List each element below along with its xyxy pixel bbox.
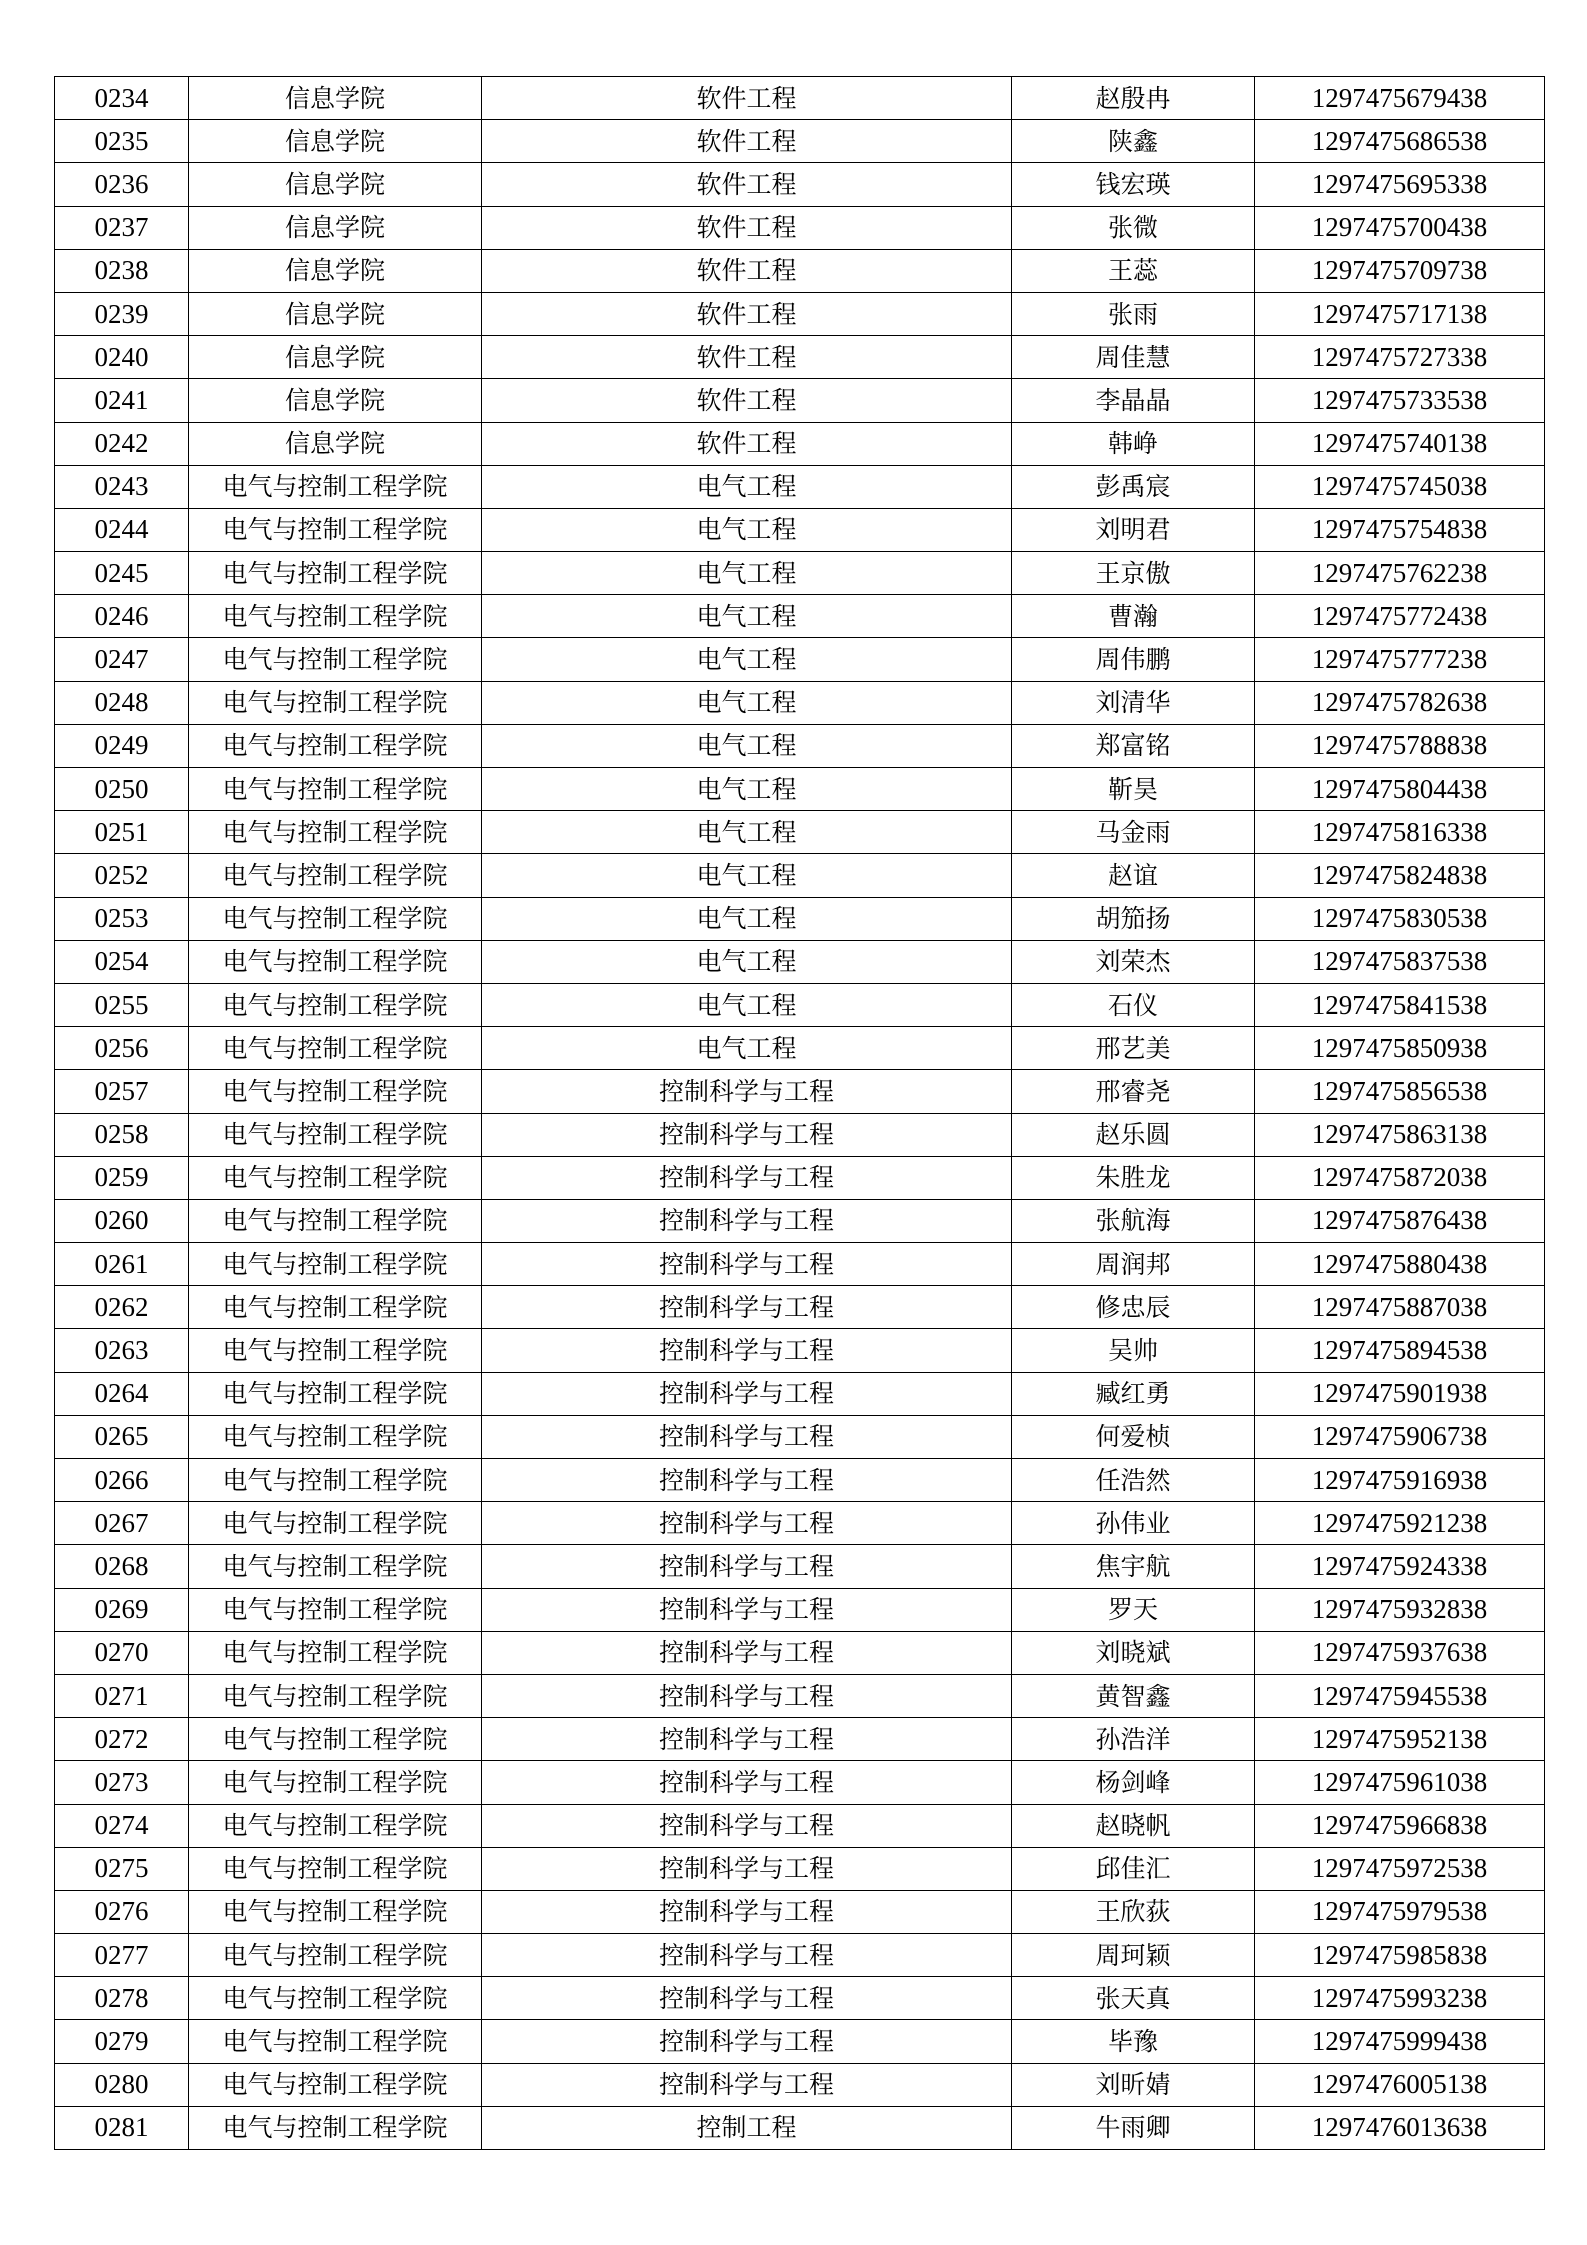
serial-number-cell: 0270 <box>55 1631 189 1674</box>
student-name-cell: 朱胜龙 <box>1012 1156 1255 1199</box>
serial-number-cell: 0275 <box>55 1847 189 1890</box>
student-name-cell: 罗天 <box>1012 1588 1255 1631</box>
table-row <box>55 508 1545 551</box>
major-cell: 控制科学与工程 <box>482 1415 1012 1458</box>
student-name-cell: 邱佳汇 <box>1012 1847 1255 1890</box>
student-name-cell: 吴帅 <box>1012 1329 1255 1372</box>
table-body <box>55 77 1545 2150</box>
college-cell: 电气与控制工程学院 <box>189 1415 482 1458</box>
college-cell: 电气与控制工程学院 <box>189 2063 482 2106</box>
college-cell: 电气与控制工程学院 <box>189 897 482 940</box>
college-cell: 电气与控制工程学院 <box>189 1113 482 1156</box>
student-name-cell: 赵晓帆 <box>1012 1804 1255 1847</box>
candidate-number-cell: 1297475985838 <box>1255 1934 1545 1977</box>
major-cell: 电气工程 <box>482 1027 1012 1070</box>
student-name-cell: 周珂颖 <box>1012 1934 1255 1977</box>
serial-number-cell: 0250 <box>55 768 189 811</box>
student-name-cell: 刘明君 <box>1012 508 1255 551</box>
major-cell: 软件工程 <box>482 77 1012 120</box>
major-cell: 电气工程 <box>482 811 1012 854</box>
serial-number-cell: 0261 <box>55 1243 189 1286</box>
candidate-number-cell: 1297475937638 <box>1255 1631 1545 1674</box>
college-cell: 电气与控制工程学院 <box>189 1674 482 1717</box>
table-row <box>55 1286 1545 1329</box>
candidate-number-cell: 1297475999438 <box>1255 2020 1545 2063</box>
candidate-number-cell: 1297475972538 <box>1255 1847 1545 1890</box>
college-cell: 电气与控制工程学院 <box>189 1329 482 1372</box>
serial-number-cell: 0276 <box>55 1890 189 1933</box>
major-cell: 控制科学与工程 <box>482 1070 1012 1113</box>
serial-number-cell: 0256 <box>55 1027 189 1070</box>
student-name-cell: 陕鑫 <box>1012 120 1255 163</box>
serial-number-cell: 0234 <box>55 77 189 120</box>
major-cell: 控制科学与工程 <box>482 1459 1012 1502</box>
college-cell: 电气与控制工程学院 <box>189 1156 482 1199</box>
major-cell: 软件工程 <box>482 163 1012 206</box>
serial-number-cell: 0240 <box>55 336 189 379</box>
candidate-number-cell: 1297475863138 <box>1255 1113 1545 1156</box>
major-cell: 电气工程 <box>482 681 1012 724</box>
serial-number-cell: 0262 <box>55 1286 189 1329</box>
major-cell: 电气工程 <box>482 724 1012 767</box>
major-cell: 控制科学与工程 <box>482 1286 1012 1329</box>
major-cell: 控制科学与工程 <box>482 1977 1012 2020</box>
serial-number-cell: 0254 <box>55 940 189 983</box>
candidate-number-cell: 1297475966838 <box>1255 1804 1545 1847</box>
candidate-number-cell: 1297475841538 <box>1255 983 1545 1026</box>
college-cell: 电气与控制工程学院 <box>189 854 482 897</box>
serial-number-cell: 0277 <box>55 1934 189 1977</box>
major-cell: 软件工程 <box>482 206 1012 249</box>
table-row <box>55 77 1545 120</box>
college-cell: 信息学院 <box>189 120 482 163</box>
candidate-number-cell: 1297475837538 <box>1255 940 1545 983</box>
table-row <box>55 1761 1545 1804</box>
serial-number-cell: 0242 <box>55 422 189 465</box>
major-cell: 电气工程 <box>482 552 1012 595</box>
college-cell: 电气与控制工程学院 <box>189 1070 482 1113</box>
table-row <box>55 465 1545 508</box>
candidate-number-cell: 1297475804438 <box>1255 768 1545 811</box>
table-row <box>55 2020 1545 2063</box>
candidate-number-cell: 1297475856538 <box>1255 1070 1545 1113</box>
candidate-number-cell: 1297475679438 <box>1255 77 1545 120</box>
table-row <box>55 120 1545 163</box>
serial-number-cell: 0265 <box>55 1415 189 1458</box>
student-name-cell: 郑富铭 <box>1012 724 1255 767</box>
serial-number-cell: 0268 <box>55 1545 189 1588</box>
serial-number-cell: 0246 <box>55 595 189 638</box>
student-name-cell: 石仪 <box>1012 983 1255 1026</box>
serial-number-cell: 0267 <box>55 1502 189 1545</box>
candidate-number-cell: 1297475906738 <box>1255 1415 1545 1458</box>
major-cell: 控制科学与工程 <box>482 1674 1012 1717</box>
candidate-number-cell: 1297475695338 <box>1255 163 1545 206</box>
major-cell: 控制科学与工程 <box>482 1890 1012 1933</box>
college-cell: 电气与控制工程学院 <box>189 1286 482 1329</box>
college-cell: 电气与控制工程学院 <box>189 1243 482 1286</box>
college-cell: 电气与控制工程学院 <box>189 2106 482 2149</box>
serial-number-cell: 0264 <box>55 1372 189 1415</box>
student-name-cell: 张微 <box>1012 206 1255 249</box>
student-name-cell: 赵乐圆 <box>1012 1113 1255 1156</box>
serial-number-cell: 0251 <box>55 811 189 854</box>
student-name-cell: 周润邦 <box>1012 1243 1255 1286</box>
college-cell: 信息学院 <box>189 77 482 120</box>
student-name-cell: 焦宇航 <box>1012 1545 1255 1588</box>
candidate-number-cell: 1297475901938 <box>1255 1372 1545 1415</box>
table-row <box>55 2106 1545 2149</box>
major-cell: 软件工程 <box>482 292 1012 335</box>
serial-number-cell: 0239 <box>55 292 189 335</box>
table-row <box>55 1329 1545 1372</box>
major-cell: 控制科学与工程 <box>482 1847 1012 1890</box>
table-row <box>55 249 1545 292</box>
table-row <box>55 1027 1545 1070</box>
student-name-cell: 彭禹宸 <box>1012 465 1255 508</box>
college-cell: 电气与控制工程学院 <box>189 1977 482 2020</box>
major-cell: 控制科学与工程 <box>482 1588 1012 1631</box>
college-cell: 电气与控制工程学院 <box>189 724 482 767</box>
serial-number-cell: 0260 <box>55 1199 189 1242</box>
major-cell: 电气工程 <box>482 854 1012 897</box>
candidate-number-cell: 1297475887038 <box>1255 1286 1545 1329</box>
serial-number-cell: 0245 <box>55 552 189 595</box>
candidate-number-cell: 1297475850938 <box>1255 1027 1545 1070</box>
table-row <box>55 1890 1545 1933</box>
student-name-cell: 孙浩洋 <box>1012 1718 1255 1761</box>
table-row <box>55 595 1545 638</box>
serial-number-cell: 0241 <box>55 379 189 422</box>
table-row <box>55 1415 1545 1458</box>
serial-number-cell: 0244 <box>55 508 189 551</box>
major-cell: 软件工程 <box>482 379 1012 422</box>
serial-number-cell: 0272 <box>55 1718 189 1761</box>
college-cell: 电气与控制工程学院 <box>189 1459 482 1502</box>
serial-number-cell: 0236 <box>55 163 189 206</box>
candidate-number-cell: 1297475727338 <box>1255 336 1545 379</box>
major-cell: 控制科学与工程 <box>482 1545 1012 1588</box>
serial-number-cell: 0249 <box>55 724 189 767</box>
candidate-number-cell: 1297475932838 <box>1255 1588 1545 1631</box>
table-row <box>55 1070 1545 1113</box>
candidate-number-cell: 1297475961038 <box>1255 1761 1545 1804</box>
table-row <box>55 1199 1545 1242</box>
college-cell: 电气与控制工程学院 <box>189 1761 482 1804</box>
student-name-cell: 张天真 <box>1012 1977 1255 2020</box>
college-cell: 电气与控制工程学院 <box>189 1631 482 1674</box>
table-row <box>55 336 1545 379</box>
major-cell: 软件工程 <box>482 120 1012 163</box>
table-row <box>55 206 1545 249</box>
major-cell: 控制科学与工程 <box>482 1718 1012 1761</box>
major-cell: 控制科学与工程 <box>482 1243 1012 1286</box>
table-row <box>55 1674 1545 1717</box>
college-cell: 电气与控制工程学院 <box>189 1588 482 1631</box>
candidate-number-cell: 1297475777238 <box>1255 638 1545 681</box>
college-cell: 信息学院 <box>189 249 482 292</box>
college-cell: 信息学院 <box>189 379 482 422</box>
major-cell: 控制科学与工程 <box>482 1631 1012 1674</box>
table-row <box>55 681 1545 724</box>
major-cell: 软件工程 <box>482 422 1012 465</box>
table-row <box>55 1804 1545 1847</box>
student-name-cell: 黄智鑫 <box>1012 1674 1255 1717</box>
candidate-number-cell: 1297475709738 <box>1255 249 1545 292</box>
candidate-number-cell: 1297475876438 <box>1255 1199 1545 1242</box>
major-cell: 软件工程 <box>482 249 1012 292</box>
student-name-cell: 张雨 <box>1012 292 1255 335</box>
college-cell: 电气与控制工程学院 <box>189 552 482 595</box>
candidate-number-cell: 1297475921238 <box>1255 1502 1545 1545</box>
college-cell: 电气与控制工程学院 <box>189 983 482 1026</box>
candidate-number-cell: 1297475816338 <box>1255 811 1545 854</box>
table-row <box>55 983 1545 1026</box>
student-name-cell: 马金雨 <box>1012 811 1255 854</box>
serial-number-cell: 0281 <box>55 2106 189 2149</box>
candidate-number-cell: 1297475916938 <box>1255 1459 1545 1502</box>
college-cell: 电气与控制工程学院 <box>189 1804 482 1847</box>
candidate-number-cell: 1297475924338 <box>1255 1545 1545 1588</box>
student-name-cell: 修忠辰 <box>1012 1286 1255 1329</box>
serial-number-cell: 0274 <box>55 1804 189 1847</box>
table-row <box>55 1545 1545 1588</box>
major-cell: 控制科学与工程 <box>482 1934 1012 1977</box>
table-row <box>55 854 1545 897</box>
table-row <box>55 1588 1545 1631</box>
college-cell: 电气与控制工程学院 <box>189 681 482 724</box>
college-cell: 电气与控制工程学院 <box>189 638 482 681</box>
major-cell: 控制科学与工程 <box>482 1329 1012 1372</box>
college-cell: 信息学院 <box>189 206 482 249</box>
candidate-number-cell: 1297475952138 <box>1255 1718 1545 1761</box>
college-cell: 电气与控制工程学院 <box>189 2020 482 2063</box>
serial-number-cell: 0269 <box>55 1588 189 1631</box>
student-name-cell: 张航海 <box>1012 1199 1255 1242</box>
major-cell: 电气工程 <box>482 638 1012 681</box>
candidate-number-cell: 1297475717138 <box>1255 292 1545 335</box>
college-cell: 电气与控制工程学院 <box>189 1890 482 1933</box>
table-row <box>55 1718 1545 1761</box>
student-name-cell: 任浩然 <box>1012 1459 1255 1502</box>
candidate-number-cell: 1297475772438 <box>1255 595 1545 638</box>
student-name-cell: 孙伟业 <box>1012 1502 1255 1545</box>
serial-number-cell: 0253 <box>55 897 189 940</box>
major-cell: 电气工程 <box>482 940 1012 983</box>
serial-number-cell: 0273 <box>55 1761 189 1804</box>
table-row <box>55 1977 1545 2020</box>
table-row <box>55 1459 1545 1502</box>
college-cell: 信息学院 <box>189 292 482 335</box>
candidate-number-cell: 1297475945538 <box>1255 1674 1545 1717</box>
serial-number-cell: 0257 <box>55 1070 189 1113</box>
candidate-number-cell: 1297475979538 <box>1255 1890 1545 1933</box>
student-name-cell: 刘荣杰 <box>1012 940 1255 983</box>
candidate-number-cell: 1297475824838 <box>1255 854 1545 897</box>
serial-number-cell: 0255 <box>55 983 189 1026</box>
candidate-number-cell: 1297475740138 <box>1255 422 1545 465</box>
student-name-cell: 王蕊 <box>1012 249 1255 292</box>
serial-number-cell: 0271 <box>55 1674 189 1717</box>
college-cell: 电气与控制工程学院 <box>189 1847 482 1890</box>
table-row <box>55 811 1545 854</box>
table-row <box>55 292 1545 335</box>
student-name-cell: 刘晓斌 <box>1012 1631 1255 1674</box>
table-row <box>55 768 1545 811</box>
candidate-number-cell: 1297476005138 <box>1255 2063 1545 2106</box>
student-name-cell: 牛雨卿 <box>1012 2106 1255 2149</box>
major-cell: 电气工程 <box>482 983 1012 1026</box>
student-name-cell: 毕豫 <box>1012 2020 1255 2063</box>
college-cell: 电气与控制工程学院 <box>189 1372 482 1415</box>
student-name-cell: 邢艺美 <box>1012 1027 1255 1070</box>
candidate-number-cell: 1297476013638 <box>1255 2106 1545 2149</box>
candidate-number-cell: 1297475754838 <box>1255 508 1545 551</box>
candidate-number-cell: 1297475993238 <box>1255 1977 1545 2020</box>
major-cell: 控制科学与工程 <box>482 1156 1012 1199</box>
college-cell: 电气与控制工程学院 <box>189 1718 482 1761</box>
major-cell: 控制科学与工程 <box>482 1502 1012 1545</box>
college-cell: 电气与控制工程学院 <box>189 1027 482 1070</box>
candidate-number-cell: 1297475894538 <box>1255 1329 1545 1372</box>
student-name-cell: 刘昕婧 <box>1012 2063 1255 2106</box>
table-row <box>55 940 1545 983</box>
serial-number-cell: 0243 <box>55 465 189 508</box>
college-cell: 电气与控制工程学院 <box>189 768 482 811</box>
student-name-cell: 周伟鹏 <box>1012 638 1255 681</box>
major-cell: 控制科学与工程 <box>482 1804 1012 1847</box>
student-name-cell: 钱宏瑛 <box>1012 163 1255 206</box>
table-row <box>55 2063 1545 2106</box>
college-cell: 信息学院 <box>189 336 482 379</box>
candidate-number-cell: 1297475788838 <box>1255 724 1545 767</box>
student-name-cell: 王京傲 <box>1012 552 1255 595</box>
college-cell: 电气与控制工程学院 <box>189 1934 482 1977</box>
college-cell: 电气与控制工程学院 <box>189 595 482 638</box>
major-cell: 控制科学与工程 <box>482 1199 1012 1242</box>
student-name-cell: 杨剑峰 <box>1012 1761 1255 1804</box>
college-cell: 电气与控制工程学院 <box>189 1545 482 1588</box>
college-cell: 电气与控制工程学院 <box>189 465 482 508</box>
student-list-table <box>54 76 1545 2150</box>
major-cell: 电气工程 <box>482 897 1012 940</box>
table-row <box>55 1243 1545 1286</box>
serial-number-cell: 0279 <box>55 2020 189 2063</box>
serial-number-cell: 0237 <box>55 206 189 249</box>
serial-number-cell: 0259 <box>55 1156 189 1199</box>
candidate-number-cell: 1297475830538 <box>1255 897 1545 940</box>
candidate-number-cell: 1297475880438 <box>1255 1243 1545 1286</box>
student-name-cell: 赵殷冉 <box>1012 77 1255 120</box>
serial-number-cell: 0235 <box>55 120 189 163</box>
serial-number-cell: 0247 <box>55 638 189 681</box>
major-cell: 控制科学与工程 <box>482 1761 1012 1804</box>
college-cell: 电气与控制工程学院 <box>189 940 482 983</box>
college-cell: 信息学院 <box>189 163 482 206</box>
table-row <box>55 163 1545 206</box>
candidate-number-cell: 1297475745038 <box>1255 465 1545 508</box>
candidate-number-cell: 1297475700438 <box>1255 206 1545 249</box>
student-name-cell: 赵谊 <box>1012 854 1255 897</box>
serial-number-cell: 0278 <box>55 1977 189 2020</box>
candidate-number-cell: 1297475762238 <box>1255 552 1545 595</box>
college-cell: 电气与控制工程学院 <box>189 508 482 551</box>
serial-number-cell: 0252 <box>55 854 189 897</box>
table-row <box>55 552 1545 595</box>
table-row <box>55 1631 1545 1674</box>
candidate-number-cell: 1297475733538 <box>1255 379 1545 422</box>
table-row <box>55 379 1545 422</box>
student-name-cell: 靳昊 <box>1012 768 1255 811</box>
table-row <box>55 638 1545 681</box>
serial-number-cell: 0280 <box>55 2063 189 2106</box>
major-cell: 控制科学与工程 <box>482 1372 1012 1415</box>
student-name-cell: 邢睿尧 <box>1012 1070 1255 1113</box>
student-name-cell: 韩峥 <box>1012 422 1255 465</box>
student-name-cell: 曹瀚 <box>1012 595 1255 638</box>
student-name-cell: 刘清华 <box>1012 681 1255 724</box>
major-cell: 控制工程 <box>482 2106 1012 2149</box>
college-cell: 信息学院 <box>189 422 482 465</box>
student-name-cell: 王欣荻 <box>1012 1890 1255 1933</box>
table-row <box>55 1372 1545 1415</box>
major-cell: 控制科学与工程 <box>482 2063 1012 2106</box>
serial-number-cell: 0263 <box>55 1329 189 1372</box>
serial-number-cell: 0258 <box>55 1113 189 1156</box>
major-cell: 电气工程 <box>482 768 1012 811</box>
candidate-number-cell: 1297475872038 <box>1255 1156 1545 1199</box>
student-name-cell: 周佳慧 <box>1012 336 1255 379</box>
table-row <box>55 1847 1545 1890</box>
college-cell: 电气与控制工程学院 <box>189 1502 482 1545</box>
serial-number-cell: 0266 <box>55 1459 189 1502</box>
student-name-cell: 何爱桢 <box>1012 1415 1255 1458</box>
table-row <box>55 724 1545 767</box>
table-row <box>55 1934 1545 1977</box>
serial-number-cell: 0248 <box>55 681 189 724</box>
college-cell: 电气与控制工程学院 <box>189 811 482 854</box>
table-row <box>55 897 1545 940</box>
college-cell: 电气与控制工程学院 <box>189 1199 482 1242</box>
major-cell: 电气工程 <box>482 595 1012 638</box>
major-cell: 软件工程 <box>482 336 1012 379</box>
table-row <box>55 1156 1545 1199</box>
student-name-cell: 李晶晶 <box>1012 379 1255 422</box>
major-cell: 控制科学与工程 <box>482 2020 1012 2063</box>
student-name-cell: 臧红勇 <box>1012 1372 1255 1415</box>
candidate-number-cell: 1297475782638 <box>1255 681 1545 724</box>
major-cell: 电气工程 <box>482 508 1012 551</box>
candidate-number-cell: 1297475686538 <box>1255 120 1545 163</box>
major-cell: 控制科学与工程 <box>482 1113 1012 1156</box>
student-name-cell: 胡笳扬 <box>1012 897 1255 940</box>
serial-number-cell: 0238 <box>55 249 189 292</box>
table-row <box>55 422 1545 465</box>
table-row <box>55 1113 1545 1156</box>
table-row <box>55 1502 1545 1545</box>
major-cell: 电气工程 <box>482 465 1012 508</box>
